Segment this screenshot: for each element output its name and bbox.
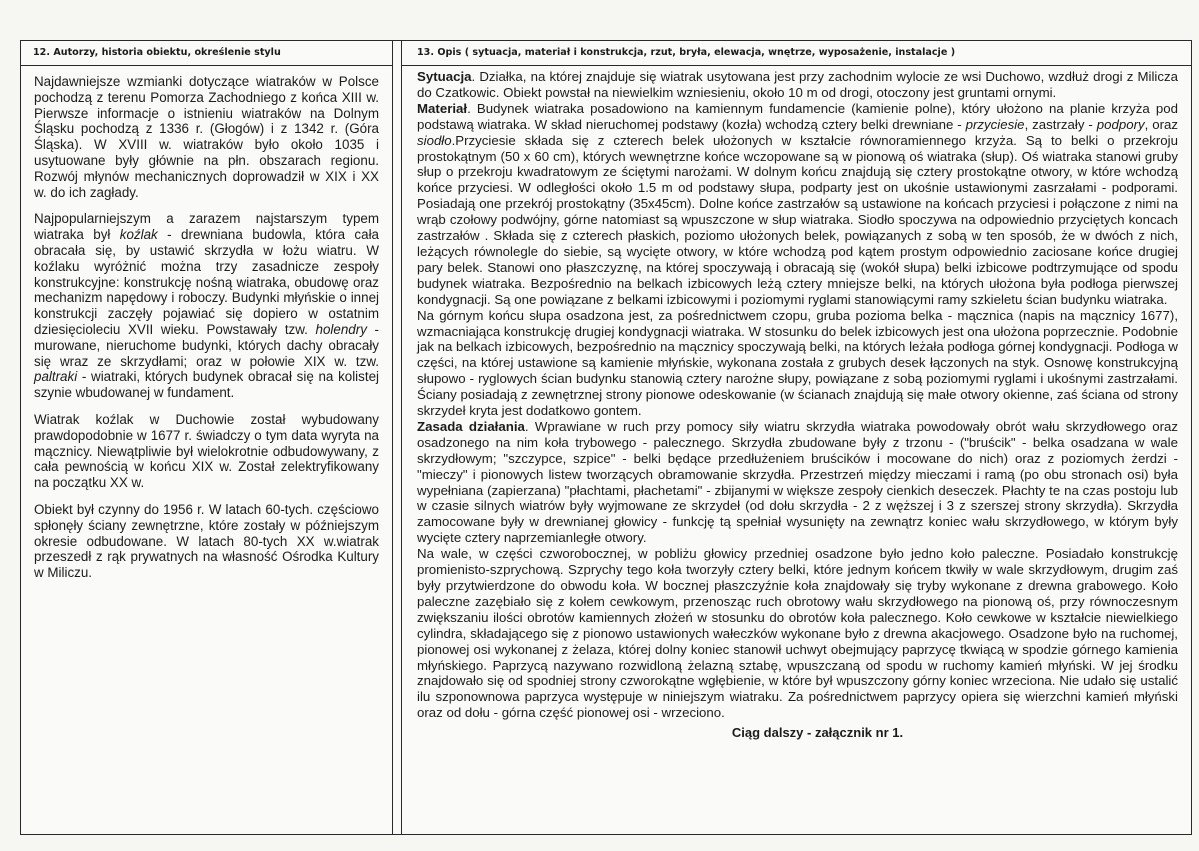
history-text: - wiatraki, których budynek obracał się na kolistej szynie wbudowanej w fundament. — [34, 369, 379, 401]
material-text: , zastrzały - — [1024, 116, 1097, 132]
situation-text: . Działka, na której znajduje się wiatrak usytowana jest przy zachodnim wylocie ze wsi Duchowo, wzdłuż drogi z Milicza do Czatkowic. Obiekt powstał na niewielkim wzniesieniu, około 10 m od drogi, otoczony jest gruntami ornymi. — [417, 69, 1178, 100]
operation-paragraph — [417, 419, 1178, 546]
term-paltraki: paltraki — [34, 369, 78, 385]
term-holendry: holendry — [315, 321, 367, 337]
description-section-heading: 13. Opis ( sytuacja, materiał i konstrukcja, rzut, bryła, elewacja, wnętrze, wyposażenie, instalacje ) — [402, 41, 1191, 66]
material-paragraph — [417, 101, 1178, 308]
description-body — [402, 66, 1191, 741]
description-column — [402, 41, 1191, 834]
history-column — [21, 41, 392, 834]
history-body — [21, 66, 392, 581]
column-divider — [392, 41, 402, 834]
history-paragraph: Najdawniejsze wzmianki dotyczące wiatraków w Polsce pochodzą z terenu Pomorza Zachodniego z końca XIII w. Pierwsze informacje o istnieniu wiatraków na Dolnym Śląsku pochodzą z 1336 r. (Głogów) i z 1342 r. (Góra Śląska). W XVIII w. wiatraków było około 1035 i usytuowane były głównie na płn. obszarach regionu. Rozwój młynów mechanicznych doprowadził w XIX i XX w. do ich zagłady. — [34, 74, 379, 200]
operation-label: Zasada działania — [417, 418, 525, 434]
situation-paragraph — [417, 69, 1178, 101]
history-paragraph — [34, 211, 379, 401]
history-section-heading: 12. Autorzy, historia obiektu, określenie stylu — [21, 41, 392, 66]
term-kozlak: koźlak — [119, 227, 158, 243]
history-text: Najpopularniejszym a zarazem najstarszym typem wiatraka był — [34, 211, 379, 243]
material-label: Materiał — [417, 100, 468, 116]
history-paragraph: Wiatrak koźlak w Duchowie został wybudowany prawdopodobnie w 1677 r. świadczy o tym data wyryta na mącznicy. Niewątpliwie był wielokrotnie odbudowywany, z cała pewnością w końcu XIX w. Został zelektryfikowany na początku XX w. — [34, 411, 379, 491]
history-paragraph: Obiekt był czynny do 1956 r. W latach 60-tych. częściowo spłonęły ściany zewnętrzne, które zostały w późniejszym okresie odbudowane. W latach 80-tych XX w.wiatrak przeszedł z rąk prywatnych na własność Ośrodka Kultury w Miliczu. — [34, 501, 379, 581]
history-text: - drewniana budowla, która cała obracała się, by ustawić skrzydła w łożu wiatru. W koźlaku wyróżnić można trzy zasadnicze zespoły konstrukcyjne: konstrukcję nośną wiatraka, obudowę oraz mechanizm napędowy i roboczy. Budynki młyńskie o innej konstrukcji zaczęły pojawiać się dopiero w ostatnim dziesięcioleciu XVII wieku. Powstawały tzw. — [34, 227, 379, 337]
material-text: , oraz — [1144, 116, 1178, 132]
form-sheet — [20, 40, 1192, 835]
term-podpory: podpory — [1096, 116, 1145, 132]
history-text: - murowane, nieruchome budynki, których dachy obracały się wraz ze skrzydłami; oraz w połowie XIX w. tzw. — [34, 321, 379, 369]
material-text: .Przyciesie składa się z czterech belek ułożonych w kształcie równoramiennego krzyża. Są to belki o przekroju prostokątnym (50 x 60 cm), których wewnętrzne końce wczopowane są w pionową oś wiatraka (słup). Oś wiatraka stanowi gruby słup o przekroju kwadratowym ze ściętymi narożami. W dolnym końcu znajdują się cztery prostokątne otwory, w które wchodzą końce przyciesi. W odległości około 1.5 m od podstawy słupa, podparty jest on ukośnie ustawionymi zasrzałami - podporami. Posiadają one przekrój prostokątny (35x45cm). Dolne końce zastrzałów są ustawione na końcach przyciesi i połączone z nimi na wrąb czołowy podwójny, górne natomiast są wpuszczone w słup wiatraka. Siodło spoczywa na odpowiednio przyciętych koncach zastrzałów . Składa się z czterech płaskich, poziomo ułożonych belek, powiązanych z sobą w ten sposób, że w dwóch z nich, leżących równolegle do siebie, są wycięte otwory, w które wchodzą pod kątem prostym odpowiednio zaciosane końce drugiej pary belek. Stanowi ono płaszczyznę, na której spoczywają i obracają się (wokół słupa) belki izbicowe podtrzymujące od spodu budynek wiatraka. Bezpośrednio na belkach izbicowych leżą cztery mniejsze belki, na których ułożona była podłoga pierwszej kondygnacji. Są one powiązane z belkami izbicowymi i poziomymi ryglami stanowiącymi ramy szkieletu ścian budynku wiatraka. — [417, 132, 1178, 307]
operation-text: . Wprawiane w ruch przy pomocy siły wiatru skrzydła wiatraka powodowały obrót wału skrzydłowego oraz osadzonego na nim koła trybowego - palecznego. Skrzydła zbudowane były z trzonu - ("bruścik" - belka osadzana w wale skrzydłowym; "szczypce, szpice" - belki będące przedłużeniem bruścików i mocowane do nich) oraz z poziomych żerdzi - "mieczy" i pionowych listew tworzących obramowanie skrzydła. Przestrzeń między mieczami i ramą (po obu stronach osi) była wypełniana (zapierzana) "płachtami, płachetami" - zbijanymi w większe zespoły cienkich deseczek. Płachty te na czas postoju lub w czasie silnych wiatrów były wyjmowane ze skrzydeł (od dołu skrzydła - 2 z węższej i 3 z szerszej strony skrzydła). Skrzydła zamocowane były w drewnianej głowicy - funkcję tą spełniał wysunięty na zewnątrz koniec wału skrzydłowego, w którym były wycięte cztery naprzemianległe otwory. — [417, 418, 1178, 546]
situation-label: Sytuacja — [417, 69, 472, 84]
macznica-paragraph: Na górnym końcu słupa osadzona jest, za pośrednictwem czopu, gruba pozioma belka - mącznica (napis na mącznicy 1677), wzmacniająca konstrukcję drugiej kondygnacji wiatraka. W stosunku do belek izbicowych jest ona ułożona poprzecznie. Podobnie jak na belkach izbicowych, bezpośrednio na mącznicy spoczywają belki, na których leżała podłoga górnej kondygnacji. Podłoga w części, na której ustawione są kamienie młyńskie, wykonana została z grubych desek łączonych na styk. Osnowę konstrukcyjną słupowo - ryglowych ścian budynku stanowią cztery narożne słupy, powiązane z sobą poziomymi ryglami i ukośnymi zastrzałami. Ściany posiadają z zewnętrznej strony pionowe odeskowanie (w ścianach znajdują się małe otwory okienne, zaś ściana od strony skrzydeł kryta jest dodatkowo gontem. — [417, 307, 1178, 419]
term-siodlo: siodło — [417, 132, 452, 148]
material-text: . Budynek wiatraka posadowiono na kamiennym fundamencie (kamienie polne), który ułożono na planie krzyża pod podstawą wiatraka. W skład nieruchomej podstawy (kozła) wchodzą cztery belki drewniane - — [417, 100, 1178, 132]
shaft-paragraph: Na wale, w części czworobocznej, w pobliżu głowicy przedniej osadzone było jedno koło paleczne. Posiadało konstrukcję promienisto-szprychową. Szprychy tego koła tworzyły cztery belki, które jednym końcem tkwiły w wale skrzydłowym, drugim zaś były przytwierdzone do obwodu koła. W bocznej płaszczyźnie koła znajdowały się tryby wykonane z drewna grabowego. Koło paleczne zazębiało się z kołem cewkowym, przenosząc ruch obrotowy wału skrzydłowego na pionową oś, przy równoczesnym zwiększaniu ilości obrotów kamiennych złożeń w stosunku do obrotów koła palecznego. Koło cewkowe w kształcie niewielkiego cylindra, składającego się z pionowo ustawionych wałeczków wykonane było z drewna akacjowego. Osadzone było na ruchomej, pionowej osi wykonanej z żelaza, której dolny koniec stanowił uchwyt obejmujący paprzycę tkwiącą w spodzie górnego kamienia młyńskiego. Paprzycą nazywano rozwidloną żelazną sztabę, wpuszczaną od spodu w ruchomy kamień młyński. W jej środku znajdowało się od spodniej strony czworokątne wgłębienie, w które był wpuszczony górny koniec wrzeciona. Nie udało się ustalić ilu szponownowa paprzyca występuje w niniejszym wiatraku. Za pośrednictwem paprzycy opiera się wierzchni kamień młyński oraz od dołu - górna część pionowej osi - wrzeciono. — [417, 546, 1178, 721]
term-przyciesie: przyciesie — [965, 116, 1025, 132]
continued-note: Ciąg dalszy - załącznik nr 1. — [731, 725, 904, 741]
